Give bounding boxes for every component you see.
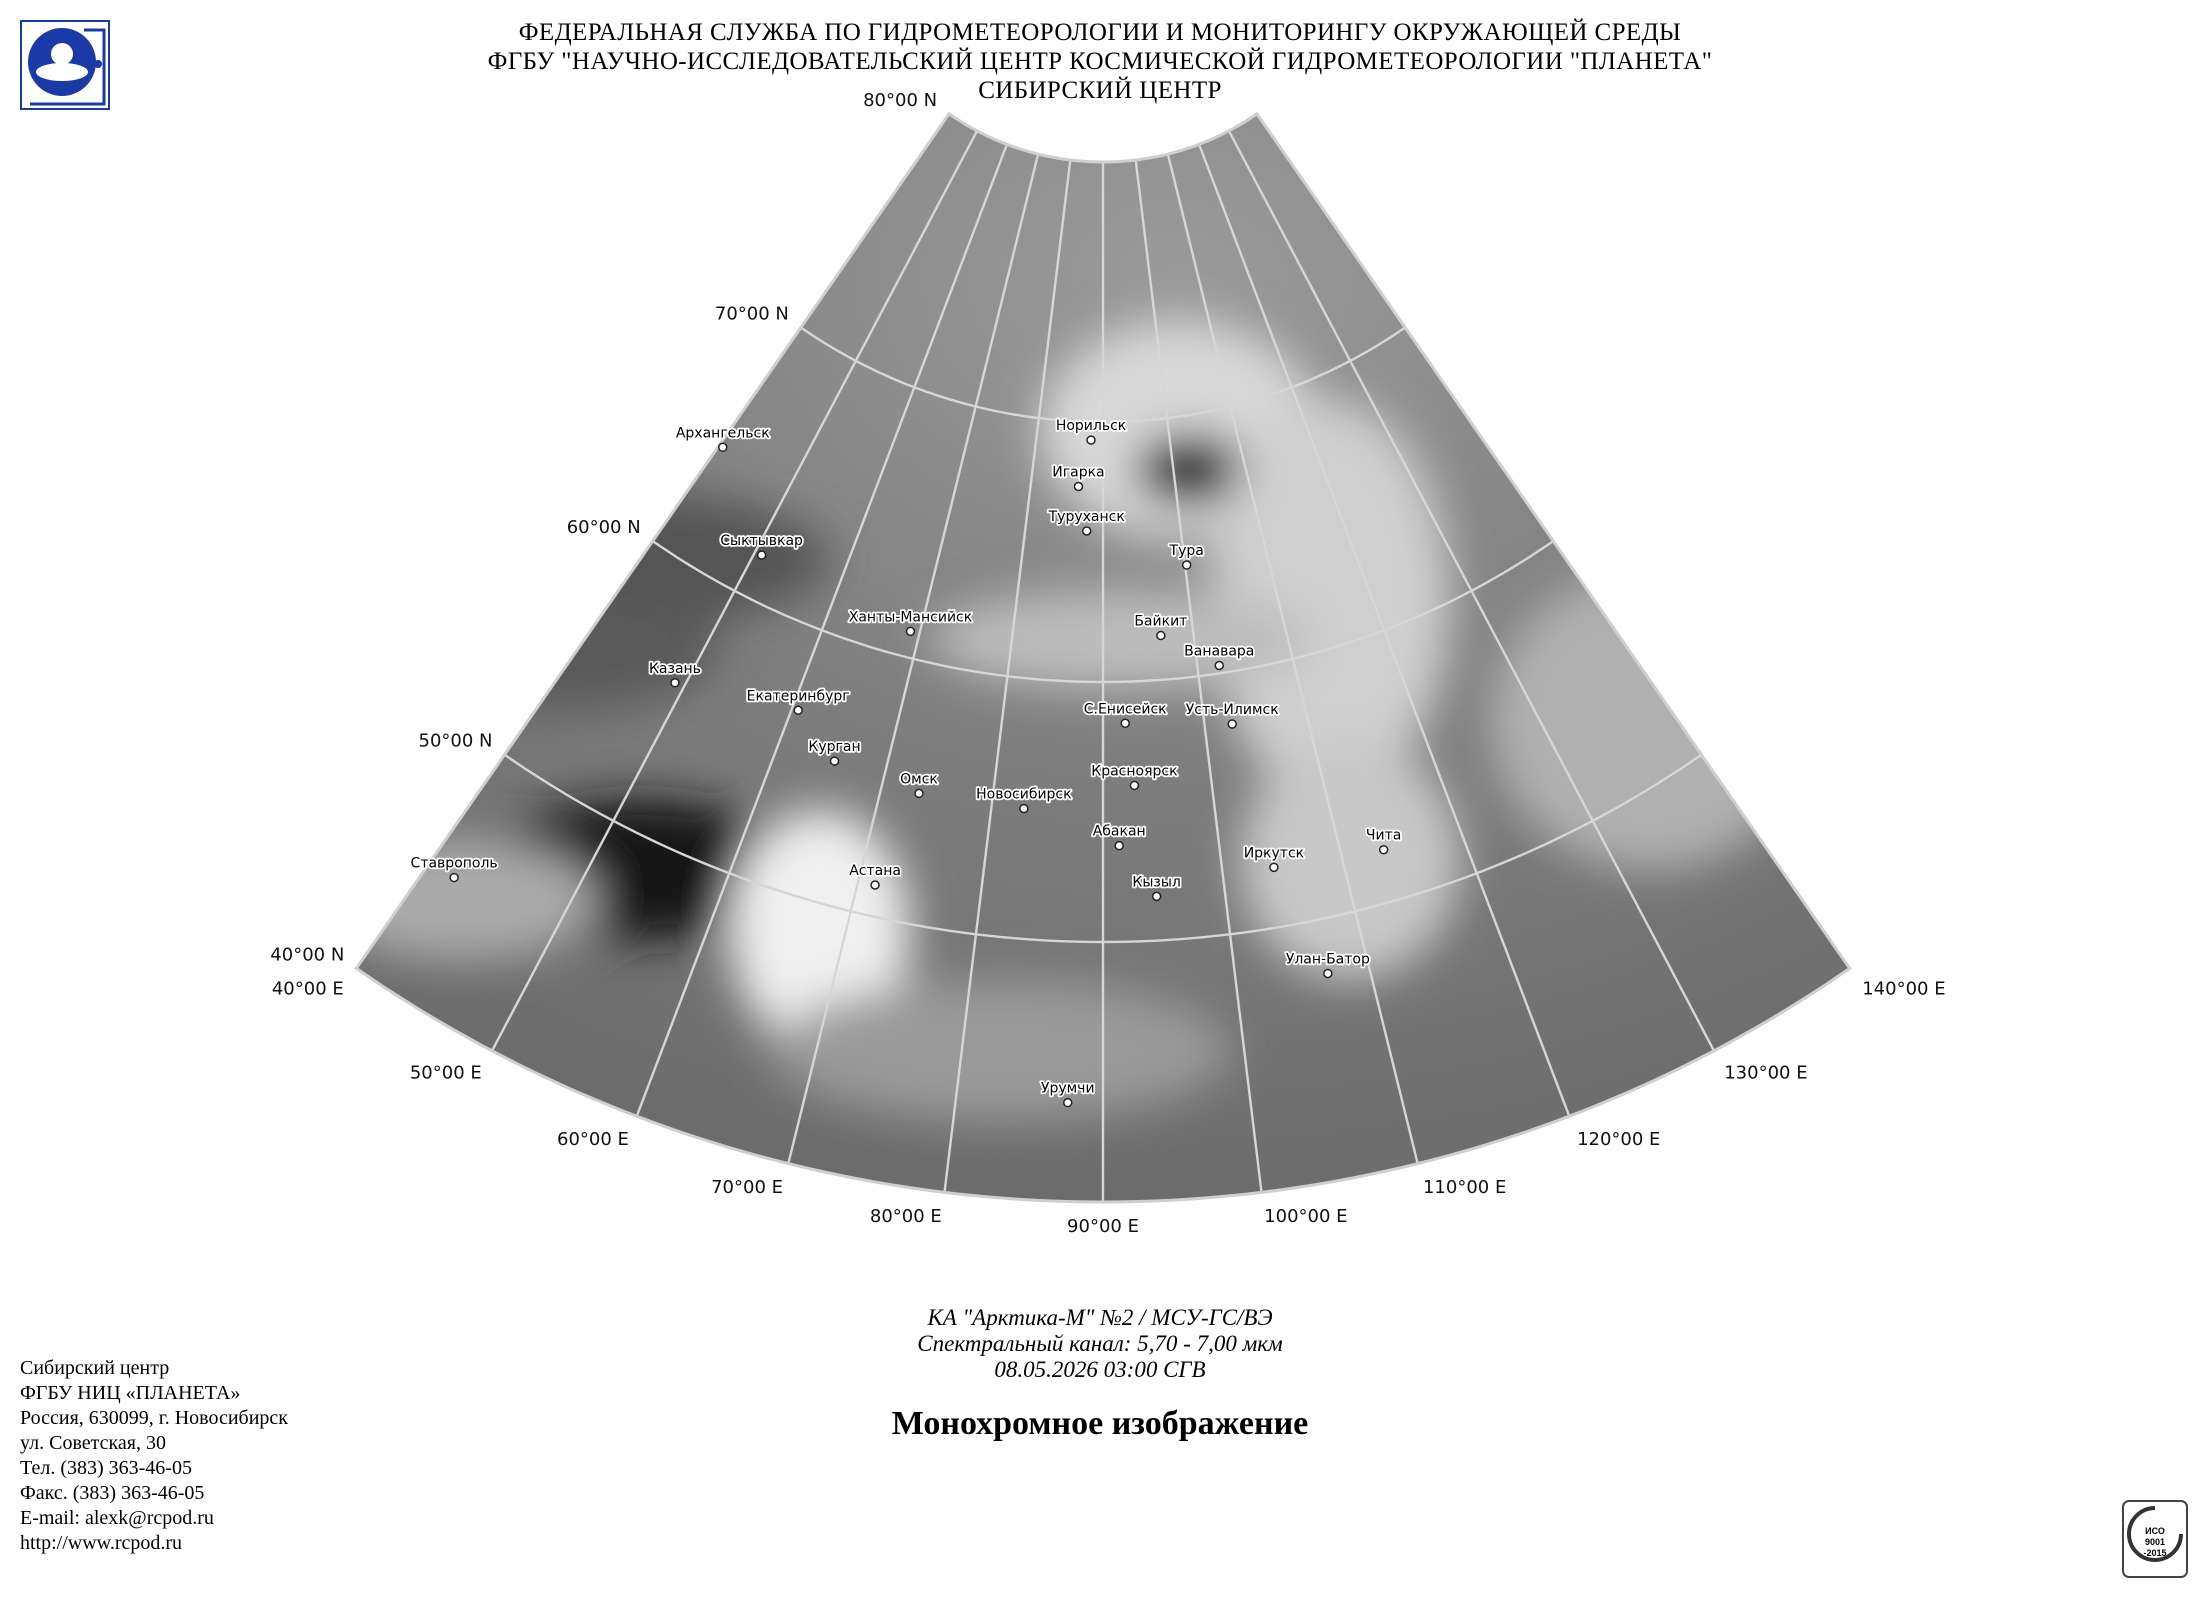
city-label: Курган xyxy=(808,739,861,756)
longitude-label: 90°00 E xyxy=(1067,1216,1139,1237)
address-line: ул. Советская, 30 xyxy=(20,1432,166,1454)
city-dot xyxy=(1228,720,1236,728)
city-label: Урумчи xyxy=(1040,1080,1095,1097)
iso-line-2: 9001 xyxy=(2144,1537,2166,1547)
city-label: Иркутск xyxy=(1243,845,1305,862)
iso-certification-badge xyxy=(2122,1500,2188,1578)
longitude-label: 50°00 E xyxy=(409,1062,482,1084)
city-dot xyxy=(1380,846,1388,854)
city-label: Екатеринбург xyxy=(746,688,850,705)
iso-line-1: ИСО xyxy=(2145,1526,2165,1536)
city-dot xyxy=(906,627,914,635)
city-label: Омск xyxy=(900,771,938,788)
caption xyxy=(0,1305,2200,1443)
city-label: Тура xyxy=(1169,543,1204,560)
city-dot xyxy=(1115,842,1123,850)
address-line: ФГБУ НИЦ «ПЛАНЕТА» xyxy=(20,1382,241,1404)
city-dot xyxy=(671,679,679,687)
city-dot xyxy=(1064,1099,1072,1107)
city-label: Байкит xyxy=(1134,613,1188,630)
city-label: Новосибирск xyxy=(976,786,1072,803)
longitude-label: 110°00 E xyxy=(1422,1176,1507,1198)
image-datetime: 08.05.2026 03:00 СГВ xyxy=(994,1357,1206,1382)
city-dot xyxy=(871,881,879,889)
longitude-label: 60°00 E xyxy=(557,1128,629,1150)
city-dot xyxy=(450,874,458,882)
city-dot xyxy=(794,706,802,714)
header-line-1: ФЕДЕРАЛЬНАЯ СЛУЖБА ПО ГИДРОМЕТЕОРОЛОГИИ И МОНИТОРИНГУ ОКРУЖАЮЩЕЙ СРЕДЫ xyxy=(518,19,1682,46)
city-label: Ставрополь xyxy=(410,855,498,872)
city-label: Сыктывкар xyxy=(720,533,803,550)
address-line: Сибирский центр xyxy=(20,1357,170,1379)
city-label: Улан-Батор xyxy=(1285,951,1370,968)
city-dot xyxy=(1157,632,1165,640)
city-dot xyxy=(758,551,766,559)
image-title: Монохромное изображение xyxy=(891,1405,1309,1442)
longitude-label: 130°00 E xyxy=(1724,1062,1808,1084)
email-link[interactable]: E-mail: alexk@rcpod.ru xyxy=(20,1507,214,1529)
city-label: Кызыл xyxy=(1132,874,1181,891)
city-dot xyxy=(1215,662,1223,670)
latitude-label: 50°00 N xyxy=(418,730,493,752)
city-label: С.Енисейск xyxy=(1083,701,1167,718)
city-label: Усть-Илимск xyxy=(1185,702,1279,719)
city-dot xyxy=(1270,863,1278,871)
longitude-label: 80°00 E xyxy=(869,1206,942,1228)
city-label: Норильск xyxy=(1055,418,1127,435)
city-label: Чита xyxy=(1365,827,1402,844)
city-label: Красноярск xyxy=(1091,763,1178,780)
longitude-label: 40°00 E xyxy=(271,978,344,1000)
city-label: Туруханск xyxy=(1048,508,1125,525)
longitude-label: 140°00 E xyxy=(1862,978,1946,1000)
city-label: Архангельск xyxy=(675,425,770,442)
city-dot xyxy=(1130,781,1138,789)
city-dot xyxy=(915,789,923,797)
longitude-label: 70°00 E xyxy=(711,1176,784,1198)
latitude-label: 70°00 N xyxy=(714,303,789,325)
city-dot xyxy=(1324,969,1332,977)
city-dot xyxy=(1074,482,1082,490)
city-dot xyxy=(1153,892,1161,900)
city-dot xyxy=(1020,805,1028,813)
header-line-3: СИБИРСКИЙ ЦЕНТР xyxy=(978,77,1222,104)
city-label: Ханты-Мансийск xyxy=(848,609,973,626)
city-dot xyxy=(1183,561,1191,569)
city-dot xyxy=(831,757,839,765)
city-dot xyxy=(1121,719,1129,727)
city-dot xyxy=(1087,436,1095,444)
city-dot xyxy=(719,443,727,451)
address-line: Тел. (383) 363-46-05 xyxy=(20,1457,192,1479)
city-label: Абакан xyxy=(1092,823,1146,840)
satellite-name: КА "Арктика-М" №2 / МСУ-ГС/ВЭ xyxy=(927,1305,1273,1330)
city-label: Казань xyxy=(648,660,701,677)
latitude-label: 60°00 N xyxy=(566,517,641,539)
address-block xyxy=(20,1356,288,1556)
address-line: Факс. (383) 363-46-05 xyxy=(20,1482,205,1504)
address-line: Россия, 630099, г. Новосибирск xyxy=(20,1407,289,1429)
iso-line-3: -2015 xyxy=(2143,1548,2167,1558)
latitude-label: 80°00 N xyxy=(863,89,938,111)
longitude-label: 120°00 E xyxy=(1577,1128,1661,1150)
longitude-label: 100°00 E xyxy=(1264,1206,1348,1228)
latitude-label: 40°00 N xyxy=(270,944,345,966)
website-link[interactable]: http://www.rcpod.ru xyxy=(20,1532,183,1554)
header-line-2: ФГБУ "НАУЧНО-ИССЛЕДОВАТЕЛЬСКИЙ ЦЕНТР КОСМИЧЕСКОЙ ГИДРОМЕТЕОРОЛОГИИ "ПЛАНЕТА" xyxy=(487,48,1713,75)
city-dot xyxy=(1083,527,1091,535)
spectral-channel: Спектральный канал: 5,70 - 7,00 мкм xyxy=(917,1331,1283,1356)
city-label: Астана xyxy=(849,862,901,879)
city-label: Игарка xyxy=(1052,464,1105,481)
city-label: Ванавара xyxy=(1184,643,1255,660)
